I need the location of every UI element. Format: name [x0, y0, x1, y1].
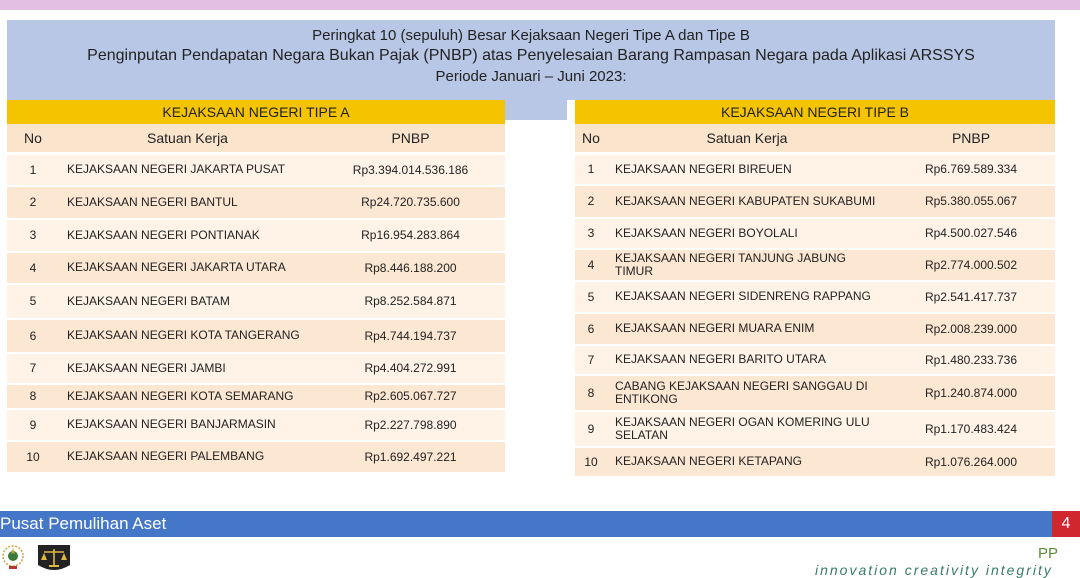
header-subtitle: Penginputan Pendapatan Negara Bukan Pajak (PNBP) atas Penyelesaian Barang Rampasan Negara pada Aplikasi ARSSYS: [87, 47, 975, 64]
table-a-title: KEJAKSAAN NEGERI TIPE A: [7, 100, 505, 124]
table-b-body: [575, 124, 1055, 477]
satuan-kerja-name: KEJAKSAAN NEGERI KOTA SEMARANG: [59, 384, 316, 409]
satuan-kerja-name: KEJAKSAAN NEGERI BIREUEN: [607, 154, 887, 185]
column-header-row: [7, 124, 505, 154]
row-number: 9: [575, 411, 607, 447]
table-row: [7, 186, 505, 219]
pnbp-value: Rp5.380.055.067: [887, 185, 1055, 218]
satuan-kerja-name: KEJAKSAAN NEGERI BOYOLALI: [607, 218, 887, 249]
pnbp-value: Rp4.744.194.737: [316, 319, 505, 353]
satuan-kerja-name: KEJAKSAAN NEGERI BARITO UTARA: [607, 345, 887, 375]
row-number: 4: [575, 249, 607, 281]
pnbp-value: Rp1.170.483.424: [887, 411, 1055, 447]
row-number: 7: [7, 353, 59, 384]
satuan-kerja-name: KEJAKSAAN NEGERI JAMBI: [59, 353, 316, 384]
pnbp-value: Rp1.240.874.000: [887, 375, 1055, 411]
pnbp-value: Rp2.541.417.737: [887, 281, 1055, 313]
satuan-kerja-name: KEJAKSAAN NEGERI BANJARMASIN: [59, 409, 316, 441]
header-spacer: [505, 100, 567, 120]
scales-of-justice-logo-icon: [36, 543, 72, 574]
footer-title: Pusat Pemulihan Aset: [0, 514, 167, 533]
row-number: 10: [7, 441, 59, 473]
pnbp-value: Rp6.769.589.334: [887, 154, 1055, 185]
row-number: 1: [7, 154, 59, 186]
table-row: [575, 447, 1055, 477]
footer-bar: [0, 511, 1080, 537]
pnbp-value: Rp8.446.188.200: [316, 252, 505, 284]
pnbp-value: Rp2.008.239.000: [887, 313, 1055, 345]
satuan-kerja-name: KEJAKSAAN NEGERI BATAM: [59, 284, 316, 319]
table-row: [575, 281, 1055, 313]
column-header-no: No: [575, 124, 607, 154]
satuan-kerja-name: KEJAKSAAN NEGERI MUARA ENIM: [607, 313, 887, 345]
column-header-row: [575, 124, 1055, 154]
pnbp-value: Rp16.954.283.864: [316, 219, 505, 252]
table-row: [575, 218, 1055, 249]
row-number: 8: [7, 384, 59, 409]
brand-initials: PP: [1037, 545, 1058, 562]
table-tipe-b: [575, 100, 1055, 478]
table-a-body: [7, 124, 505, 473]
header-title: Peringkat 10 (sepuluh) Besar Kejaksaan Negeri Tipe A dan Tipe B: [312, 27, 750, 44]
satuan-kerja-name: KEJAKSAAN NEGERI SIDENRENG RAPPANG: [607, 281, 887, 313]
table-row: [7, 154, 505, 186]
pnbp-value: Rp3.394.014.536.186: [316, 154, 505, 186]
row-number: 3: [575, 218, 607, 249]
pnbp-value: Rp2.227.798.890: [316, 409, 505, 441]
column-header-no: No: [7, 124, 59, 154]
table-row: [7, 319, 505, 353]
table-row: [575, 249, 1055, 281]
pnbp-value: Rp1.480.233.736: [887, 345, 1055, 375]
row-number: 10: [575, 447, 607, 477]
row-number: 2: [575, 185, 607, 218]
row-number: 6: [575, 313, 607, 345]
table-tipe-a: [7, 100, 505, 474]
row-number: 3: [7, 219, 59, 252]
brand-tagline: innovation creativity integrity: [815, 562, 1053, 578]
satuan-kerja-name: KEJAKSAAN NEGERI KETAPANG: [607, 447, 887, 477]
table-row: [7, 384, 505, 409]
row-number: 5: [575, 281, 607, 313]
satuan-kerja-name: KEJAKSAAN NEGERI KOTA TANGERANG: [59, 319, 316, 353]
table-row: [575, 375, 1055, 411]
pnbp-value: Rp24.720.735.600: [316, 186, 505, 219]
row-number: 1: [575, 154, 607, 185]
row-number: 9: [7, 409, 59, 441]
row-number: 8: [575, 375, 607, 411]
satuan-kerja-name: KEJAKSAAN NEGERI KABUPATEN SUKABUMI: [607, 185, 887, 218]
row-number: 6: [7, 319, 59, 353]
table-row: [7, 441, 505, 473]
satuan-kerja-name: KEJAKSAAN NEGERI PALEMBANG: [59, 441, 316, 473]
table-row: [575, 313, 1055, 345]
pnbp-value: Rp2.605.067.727: [316, 384, 505, 409]
top-strip: [0, 0, 1080, 20]
satuan-kerja-name: KEJAKSAAN NEGERI BANTUL: [59, 186, 316, 219]
header-period: Periode Januari – Juni 2023:: [435, 68, 627, 85]
column-header-satuan-kerja: Satuan Kerja: [59, 124, 316, 154]
pnbp-value: Rp1.692.497.221: [316, 441, 505, 473]
satuan-kerja-name: KEJAKSAAN NEGERI PONTIANAK: [59, 219, 316, 252]
table-row: [7, 353, 505, 384]
satuan-kerja-name: KEJAKSAAN NEGERI JAKARTA UTARA: [59, 252, 316, 284]
page-number-badge: 4: [1052, 511, 1080, 537]
pnbp-value: Rp1.076.264.000: [887, 447, 1055, 477]
row-number: 4: [7, 252, 59, 284]
slide-header: [7, 20, 1055, 100]
pnbp-value: Rp8.252.584.871: [316, 284, 505, 319]
row-number: 5: [7, 284, 59, 319]
column-header-pnbp: PNBP: [887, 124, 1055, 154]
row-number: 7: [575, 345, 607, 375]
top-strip-bar: [0, 0, 1080, 10]
satuan-kerja-name: KEJAKSAAN NEGERI OGAN KOMERING ULU SELATAN: [607, 411, 887, 447]
column-header-satuan-kerja: Satuan Kerja: [607, 124, 887, 154]
pnbp-value: Rp2.774.000.502: [887, 249, 1055, 281]
row-number: 2: [7, 186, 59, 219]
table-b-title: KEJAKSAAN NEGERI TIPE B: [575, 100, 1055, 124]
satuan-kerja-name: KEJAKSAAN NEGERI JAKARTA PUSAT: [59, 154, 316, 186]
table-row: [575, 185, 1055, 218]
table-row: [575, 154, 1055, 185]
emblem-logo-icon: [0, 542, 26, 572]
pnbp-value: Rp4.500.027.546: [887, 218, 1055, 249]
table-row: [575, 411, 1055, 447]
satuan-kerja-name: KEJAKSAAN NEGERI TANJUNG JABUNG TIMUR: [607, 249, 887, 281]
table-row: [7, 219, 505, 252]
table-row: [7, 284, 505, 319]
table-row: [7, 252, 505, 284]
table-row: [575, 345, 1055, 375]
column-header-pnbp: PNBP: [316, 124, 505, 154]
table-row: [7, 409, 505, 441]
satuan-kerja-name: CABANG KEJAKSAAN NEGERI SANGGAU DI ENTIKONG: [607, 375, 887, 411]
pnbp-value: Rp4.404.272.991: [316, 353, 505, 384]
